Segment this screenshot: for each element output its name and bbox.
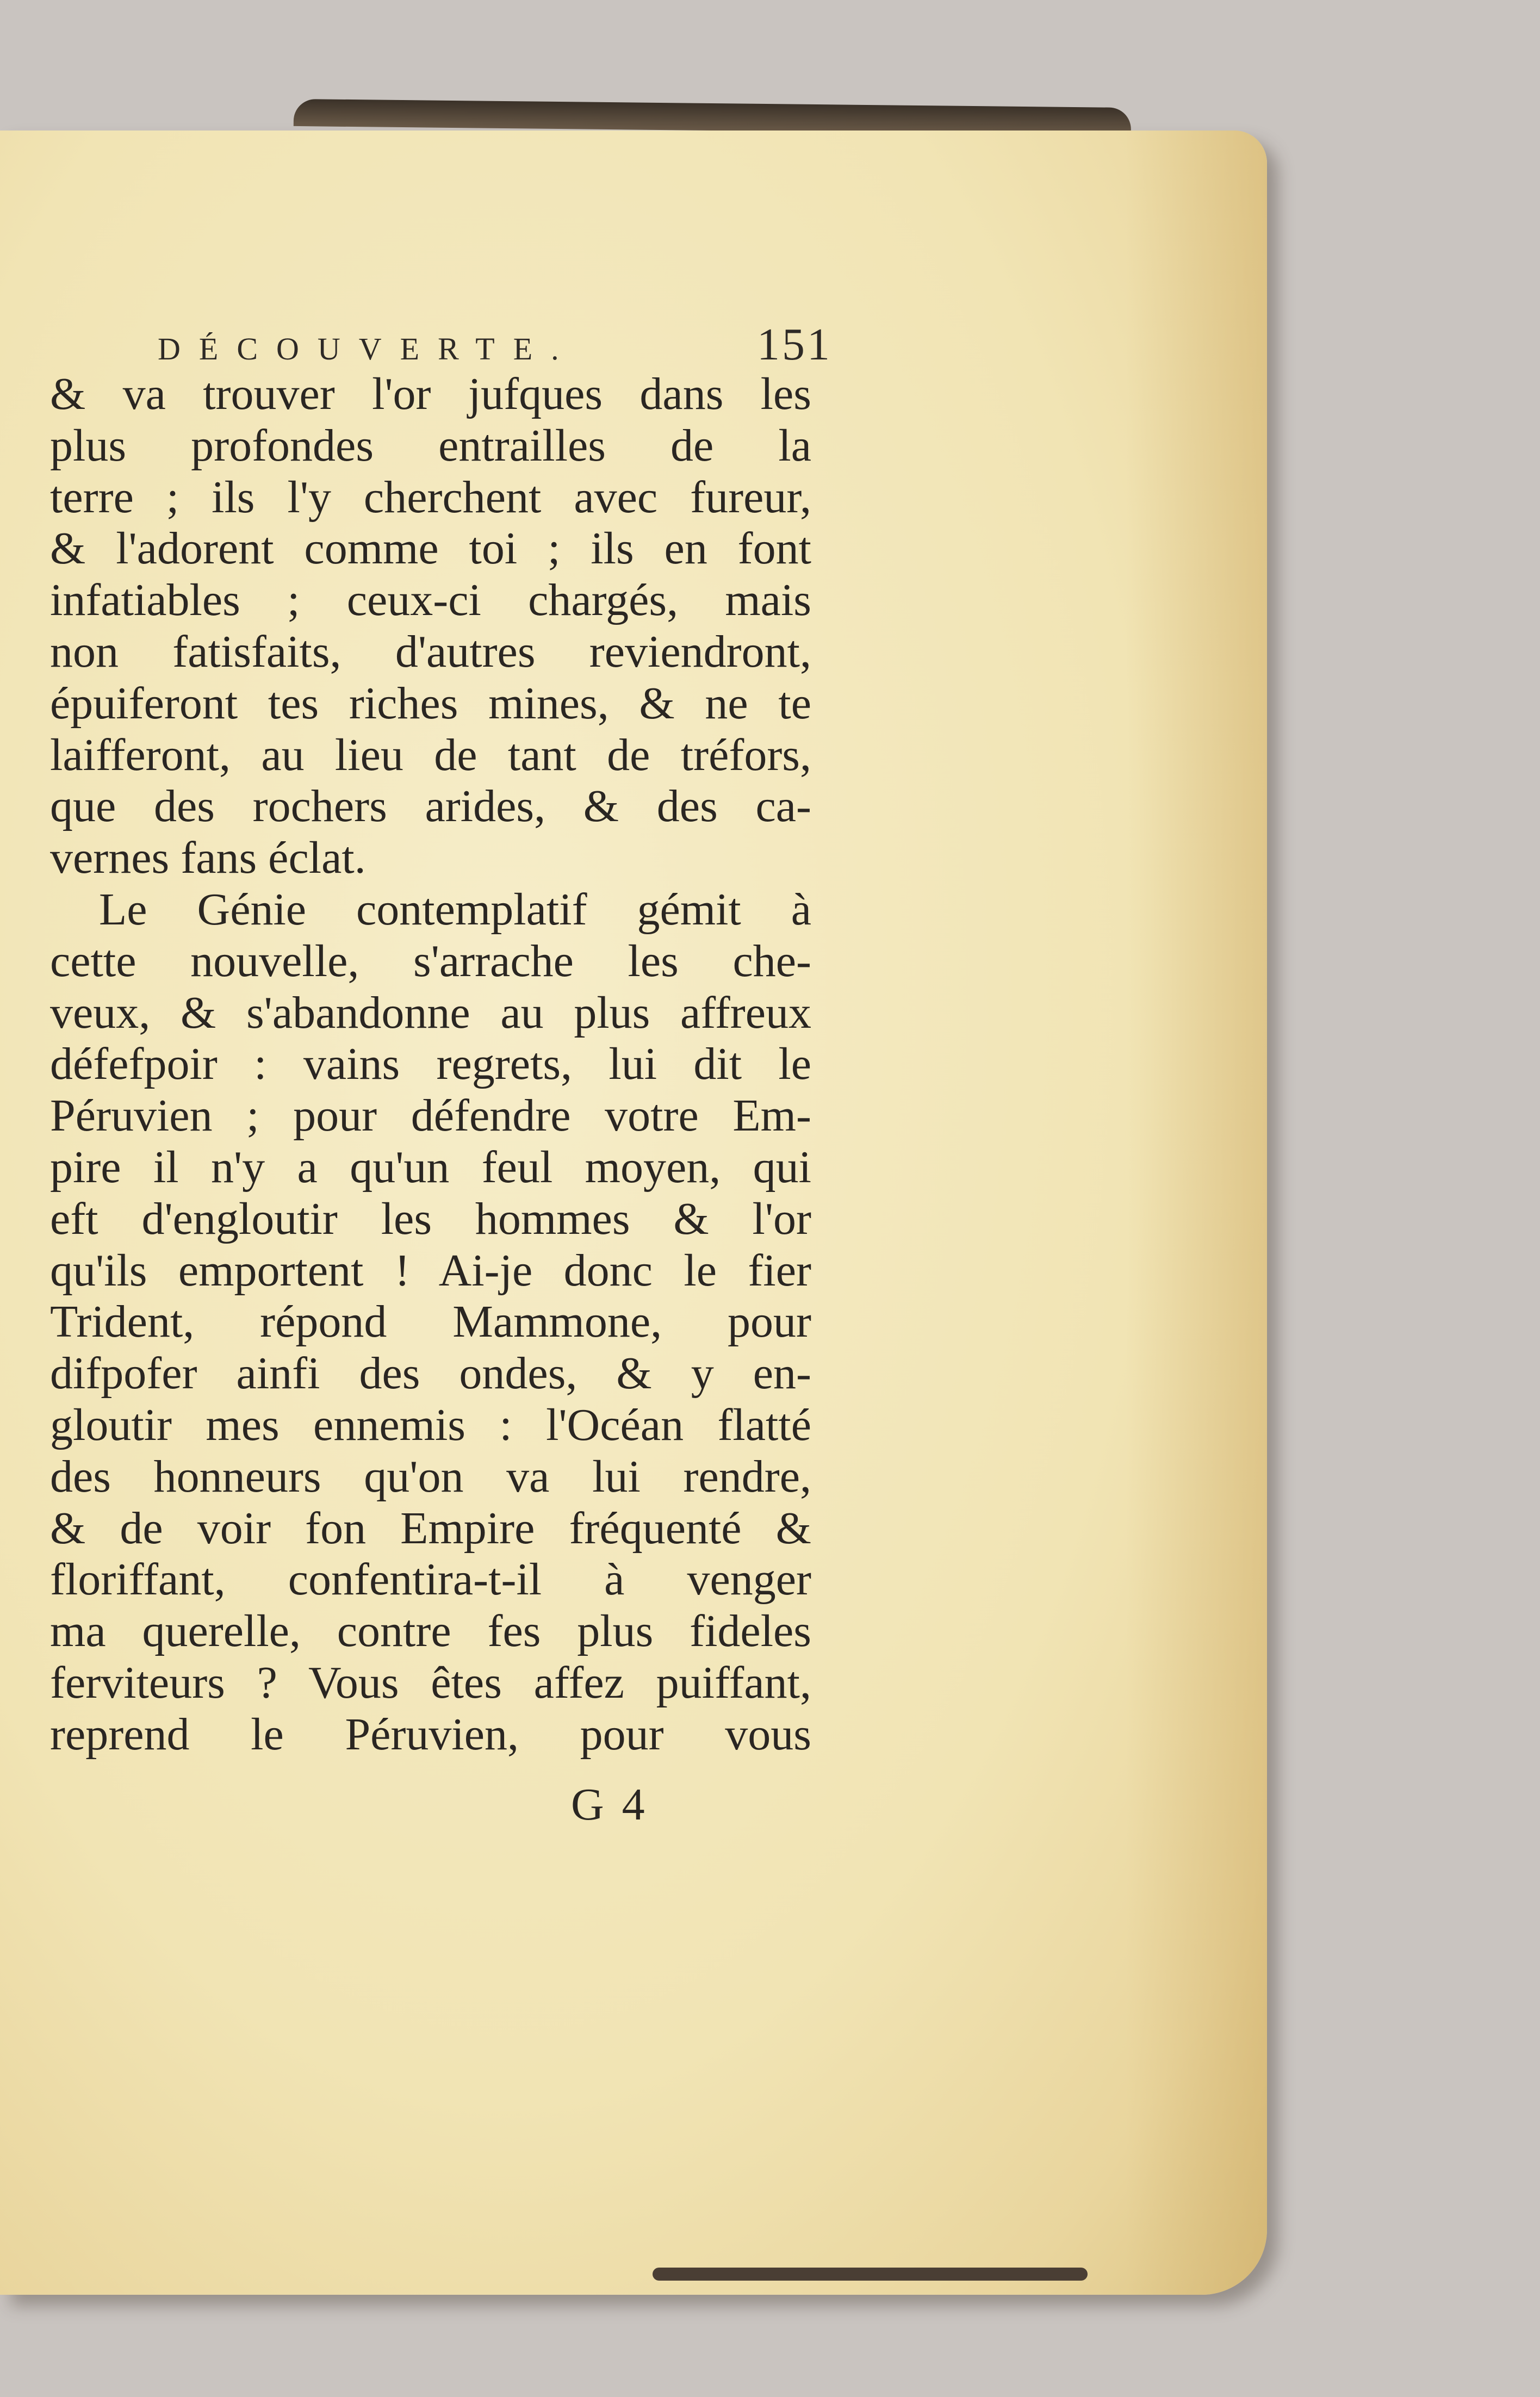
- text-line: plus profondes entrailles de la: [50, 420, 811, 471]
- text-line: cette nouvelle, s'arrache les che-: [50, 935, 811, 986]
- text-line: Trident, répond Mammone, pour: [50, 1296, 811, 1347]
- text-line: laifferont, au lieu de tant de tréfors,: [50, 729, 811, 780]
- text-line: gloutir mes ennemis : l'Océan flatté: [50, 1399, 811, 1450]
- book-bottom-edge: [653, 2268, 1088, 2281]
- book-top-edge: [294, 99, 1131, 135]
- page-header: [158, 318, 832, 371]
- text-line: ferviteurs ? Vous êtes affez puiffant,: [50, 1657, 811, 1708]
- text-line: pire il n'y a qu'un feul moyen, qui: [50, 1141, 811, 1193]
- text-line: eft d'engloutir les hommes & l'or: [50, 1193, 811, 1244]
- text-line: des honneurs qu'on va lui rendre,: [50, 1451, 811, 1502]
- text-line: vernes fans éclat.: [50, 833, 366, 884]
- text-line: & va trouver l'or jufques dans les: [50, 369, 811, 419]
- text-line: reprend le Péruvien, pour vous: [50, 1709, 811, 1760]
- running-head: DÉCOUVERTE.: [158, 331, 578, 367]
- text-line: qu'ils emportent ! Ai-je donc le fier: [50, 1245, 811, 1296]
- body-text: [50, 369, 811, 1761]
- text-line: Péruvien ; pour défendre votre Em-: [50, 1090, 811, 1141]
- text-line: épuiferont tes riches mines, & ne te: [50, 678, 811, 729]
- page-edge-shading: [1126, 131, 1267, 2295]
- text-line: & de voir fon Empire fréquenté &: [50, 1502, 811, 1554]
- text-line: que des rochers arides, & des ca-: [50, 781, 811, 832]
- text-line: veux, & s'abandonne au plus affreux: [50, 987, 811, 1038]
- text-line: floriffant, confentira-t-il à venger: [50, 1554, 811, 1605]
- text-line: défefpoir : vains regrets, lui dit le: [50, 1039, 811, 1090]
- text-line: non fatisfaits, d'autres reviendront,: [50, 626, 811, 677]
- text-line: infatiables ; ceux-ci chargés, mais: [50, 575, 811, 626]
- text-line: Le Génie contemplatif gémit à: [99, 884, 811, 935]
- text-line: difpofer ainfi des ondes, & y en-: [50, 1348, 811, 1399]
- page-number: 151: [757, 319, 832, 370]
- text-line: & l'adorent comme toi ; ils en font: [50, 523, 811, 574]
- text-line: ma querelle, contre fes plus fideles: [50, 1606, 811, 1657]
- text-line: terre ; ils l'y cherchent avec fureur,: [50, 471, 811, 523]
- signature-mark: G 4: [571, 1779, 648, 1830]
